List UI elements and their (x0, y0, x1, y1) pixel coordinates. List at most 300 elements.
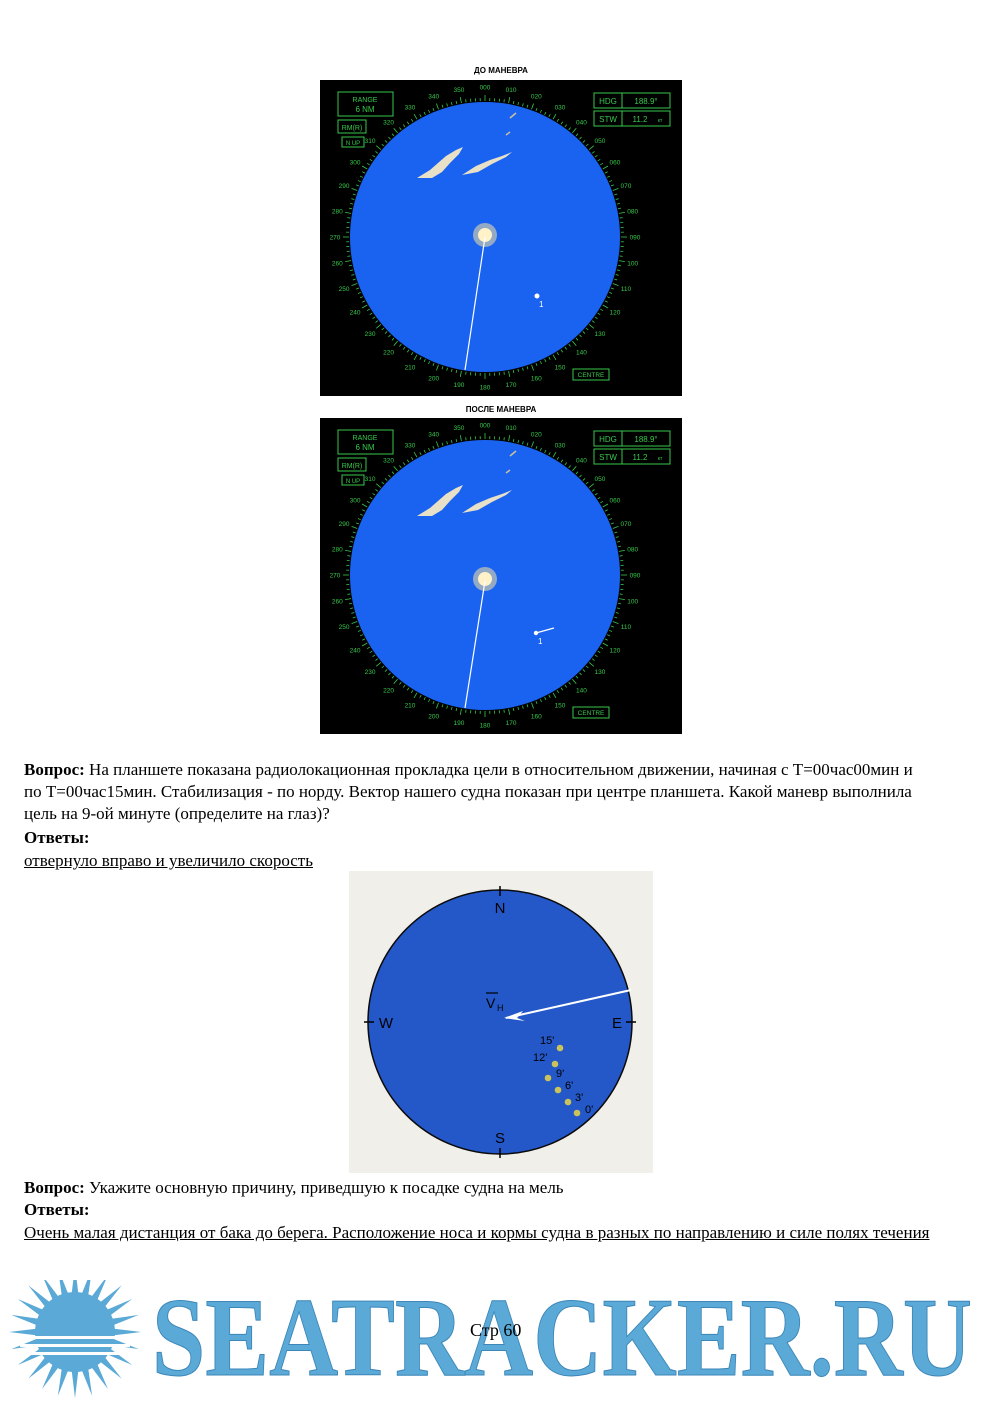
bearing-tick (375, 321, 377, 323)
bearing-tick (385, 331, 387, 333)
bearing-label: 220 (383, 687, 394, 694)
answers-label: Ответы: (24, 827, 90, 849)
bearing-tick (618, 208, 621, 209)
bearing-tick (605, 301, 608, 302)
bearing-tick (451, 440, 452, 443)
centre-button[interactable]: CENTRE (578, 710, 605, 717)
bearing-tick (532, 442, 534, 448)
bearing-tick (373, 493, 375, 495)
bearing-tick (607, 514, 610, 515)
bearing-tick (392, 676, 394, 678)
bearing-tick (373, 155, 375, 157)
bearing-tick (394, 128, 398, 133)
bearing-tick (420, 695, 421, 698)
bearing-label: 240 (350, 310, 361, 317)
bearing-tick (350, 541, 353, 542)
bearing-tick (353, 532, 356, 533)
bearing-tick (349, 265, 352, 266)
bearing-label: 040 (576, 458, 587, 465)
bearing-tick (565, 347, 567, 349)
radar-before (320, 80, 682, 396)
bearing-tick (367, 647, 370, 649)
bearing-tick (509, 97, 510, 103)
bearing-tick (403, 125, 405, 127)
bearing-tick (411, 119, 413, 122)
bearing-label: 120 (609, 648, 620, 655)
bearing-tick (509, 435, 510, 441)
bearing-tick (373, 317, 375, 319)
bearing-tick (536, 108, 537, 111)
bearing-label: 350 (454, 425, 465, 432)
bearing-tick (595, 655, 597, 657)
bearing-tick (600, 647, 603, 649)
bearing-tick (424, 359, 425, 362)
bearing-tick (619, 599, 625, 600)
bearing-tick (442, 105, 443, 108)
bearing-tick (349, 546, 352, 547)
time-label: 15' (540, 1035, 554, 1047)
time-label: 3' (575, 1092, 583, 1104)
bearing-tick (605, 510, 608, 511)
plot-point (552, 1061, 559, 1068)
bearing-tick (618, 265, 621, 266)
bearing-tick (460, 97, 461, 103)
bearing-label: 190 (454, 382, 465, 389)
bearing-tick (613, 284, 619, 286)
bearing-tick (569, 344, 571, 346)
target-echo[interactable] (534, 631, 538, 635)
bearing-label: 090 (630, 573, 641, 580)
bearing-tick (576, 676, 578, 678)
bearing-tick (385, 478, 387, 480)
bearing-tick (411, 457, 413, 460)
bearing-tick (394, 466, 398, 471)
vector-label: V (486, 995, 496, 1011)
bearing-tick (375, 489, 377, 491)
plot-point (555, 1087, 562, 1094)
bearing-tick (617, 270, 620, 271)
bearing-tick (382, 144, 384, 146)
bearing-tick (595, 317, 597, 319)
bearing-tick (433, 446, 434, 449)
bearing-tick (565, 125, 567, 127)
bearing-tick (565, 463, 567, 465)
bearing-label: 330 (405, 443, 416, 450)
bearing-tick (436, 703, 438, 709)
range-value[interactable]: 6 NM (355, 443, 374, 452)
bearing-tick (513, 439, 514, 442)
bearing-label: 140 (576, 349, 587, 356)
orientation-mode[interactable]: N UP (346, 141, 360, 147)
bearing-tick (442, 366, 443, 369)
bearing-tick (362, 172, 365, 173)
bearing-tick (360, 297, 363, 298)
bearing-label: 280 (332, 208, 343, 215)
plot-point (565, 1099, 572, 1106)
bearing-label: 290 (339, 183, 350, 190)
bearing-tick (376, 662, 381, 666)
target-echo[interactable] (535, 294, 540, 299)
bearing-tick (609, 630, 612, 631)
bearing-tick (388, 673, 390, 675)
bearing-tick (375, 659, 377, 661)
bearing-label: 080 (627, 208, 638, 215)
bearing-tick (616, 274, 619, 275)
bearing-tick (522, 706, 523, 709)
bearing-tick (350, 270, 353, 271)
bearing-tick (549, 695, 550, 698)
bearing-tick (553, 693, 556, 698)
bearing-tick (388, 335, 390, 337)
bearing-label: 310 (365, 476, 376, 483)
bearing-tick (561, 688, 563, 690)
question-2 (24, 1177, 964, 1199)
hdg-value: 188.9° (634, 435, 657, 444)
bearing-tick (619, 261, 625, 262)
bearing-tick (362, 305, 367, 308)
bearing-label: 210 (405, 702, 416, 709)
bearing-label: 040 (576, 120, 587, 127)
bearing-tick (349, 603, 352, 604)
range-value[interactable]: 6 NM (355, 105, 374, 114)
bearing-tick (540, 361, 541, 364)
stw-unit: кт (658, 118, 663, 124)
bearing-tick (460, 435, 461, 441)
bearing-tick (352, 526, 358, 528)
bearing-tick (392, 472, 394, 474)
bearing-label: 130 (594, 331, 605, 338)
bearing-tick (356, 185, 359, 186)
bearing-tick (618, 546, 621, 547)
bearing-tick (522, 103, 523, 106)
orientation-mode[interactable]: N UP (346, 479, 360, 485)
bearing-tick (428, 110, 429, 113)
bearing-label: 020 (531, 94, 542, 101)
bearing-tick (607, 635, 610, 636)
bearing-tick (351, 537, 354, 538)
bearing-tick (572, 341, 576, 346)
bearing-tick (451, 102, 452, 105)
bearing-tick (399, 682, 401, 684)
stw-value: 11.2 (633, 453, 649, 462)
time-label: 0' (585, 1104, 593, 1116)
bearing-tick (611, 288, 614, 289)
bearing-tick (549, 357, 550, 360)
bearing-tick (561, 350, 563, 352)
bearing-tick (411, 690, 413, 693)
bearing-tick (576, 338, 578, 340)
bearing-tick (595, 155, 597, 157)
plot-point (574, 1110, 581, 1117)
bearing-tick (600, 163, 603, 165)
bearing-tick (589, 146, 594, 150)
question-label: Вопрос: (24, 760, 85, 779)
bearing-label: 330 (405, 105, 416, 112)
bearing-label: 150 (555, 702, 566, 709)
bearing-tick (356, 626, 359, 627)
bearing-tick (414, 114, 417, 119)
bearing-tick (456, 708, 457, 711)
bearing-label: 270 (330, 235, 341, 242)
bearing-tick (447, 103, 448, 106)
bearing-tick (572, 128, 576, 133)
bearing-tick (598, 313, 600, 315)
bearing-tick (407, 350, 409, 352)
bearing-tick (614, 279, 617, 280)
bearing-tick (370, 159, 372, 161)
bearing-tick (362, 510, 365, 511)
bearing-tick (592, 151, 594, 153)
bearing-label: 110 (621, 286, 632, 293)
bearing-tick (382, 666, 384, 668)
bearing-tick (433, 108, 434, 111)
bearing-tick (351, 274, 354, 275)
bearing-tick (394, 341, 398, 346)
bearing-label: 200 (428, 713, 439, 720)
bearing-tick (611, 523, 614, 524)
bearing-tick (569, 465, 571, 467)
bearing-tick (579, 673, 581, 675)
hdg-value: 188.9° (634, 97, 657, 106)
bearing-label: 170 (506, 382, 517, 389)
bearing-tick (614, 194, 617, 195)
bearing-tick (603, 305, 608, 308)
bearing-label: 180 (480, 385, 491, 392)
bearing-tick (527, 366, 528, 369)
bearing-tick (436, 104, 438, 110)
bearing-tick (375, 151, 377, 153)
bearing-tick (518, 440, 519, 443)
bearing-tick (385, 669, 387, 671)
bearing-tick (616, 537, 619, 538)
bearing-tick (414, 693, 417, 698)
bearing-tick (603, 643, 608, 646)
bearing-tick (583, 669, 585, 671)
stw-value: 11.2 (633, 115, 649, 124)
bearing-tick (532, 104, 534, 110)
bearing-label: 050 (594, 476, 605, 483)
bearing-tick (407, 122, 409, 124)
bearing-tick (617, 203, 620, 204)
bearing-tick (424, 112, 425, 115)
bearing-tick (350, 203, 353, 204)
bearing-tick (360, 514, 363, 515)
bearing-tick (586, 482, 588, 484)
bearing-tick (358, 292, 361, 293)
bearing-tick (589, 662, 594, 666)
centre-button[interactable]: CENTRE (578, 372, 605, 379)
bearing-tick (403, 347, 405, 349)
bearing-tick (411, 352, 413, 355)
stw-unit: кт (658, 456, 663, 462)
bearing-tick (569, 682, 571, 684)
bearing-tick (420, 357, 421, 360)
range-label: RANGE (353, 435, 378, 442)
bearing-tick (536, 446, 537, 449)
bearing-label: 340 (428, 432, 439, 439)
bearing-tick (583, 331, 585, 333)
bearing-tick (605, 639, 608, 640)
bearing-tick (586, 666, 588, 668)
bearing-label: 150 (555, 364, 566, 371)
bearing-tick (420, 114, 421, 117)
bearing-tick (403, 685, 405, 687)
motion-mode[interactable]: RM(R) (342, 463, 363, 470)
bearing-label: 160 (531, 375, 542, 382)
south-label: S (495, 1130, 505, 1147)
bearing-tick (447, 368, 448, 371)
bearing-tick (545, 450, 546, 453)
bearing-tick (592, 321, 594, 323)
bearing-tick (392, 134, 394, 136)
bearing-tick (614, 532, 617, 533)
bearing-tick (607, 176, 610, 177)
bearing-label: 210 (405, 364, 416, 371)
bearing-tick (373, 655, 375, 657)
bearing-tick (345, 599, 351, 600)
bearing-label: 230 (365, 669, 376, 676)
bearing-tick (385, 140, 387, 142)
bearing-label: 010 (506, 425, 517, 432)
question-text: На планшете показана радиолокационная прокладка цели в относительном движении, начиная с Т=00час00мин и по Т=00час15мин. Стабилизация - по норду. Вектор нашего судна показан при центре планшета. Какой маневр выполнила цель на 9-ой минуте (определите на глаз)? (24, 760, 913, 823)
bearing-tick (603, 504, 608, 507)
bearing-tick (536, 363, 537, 366)
bearing-label: 180 (480, 723, 491, 730)
bearing-tick (617, 608, 620, 609)
bearing-tick (603, 166, 608, 169)
bearing-tick (420, 452, 421, 455)
bearing-tick (456, 439, 457, 442)
bearing-tick (428, 699, 429, 702)
bearing-tick (561, 122, 563, 124)
bearing-label: 250 (339, 286, 350, 293)
bearing-tick (407, 688, 409, 690)
hdg-label: HDG (599, 435, 617, 444)
bearing-tick (613, 188, 619, 190)
bearing-tick (362, 504, 367, 507)
bearing-tick (367, 309, 370, 311)
bearing-tick (352, 622, 358, 624)
bearing-tick (442, 704, 443, 707)
bearing-tick (345, 212, 351, 213)
bearing-tick (616, 199, 619, 200)
bearing-tick (428, 448, 429, 451)
bearing-tick (358, 518, 361, 519)
bearing-tick (532, 703, 534, 709)
bearing-tick (376, 146, 381, 150)
stw-label: STW (599, 115, 617, 124)
bearing-tick (579, 137, 581, 139)
hdg-label: HDG (599, 97, 617, 106)
bearing-tick (345, 550, 351, 551)
stw-label: STW (599, 453, 617, 462)
bearing-tick (513, 370, 514, 373)
bearing-tick (565, 685, 567, 687)
radar-before-caption: ДО МАНЕВРА (320, 66, 682, 75)
bearing-tick (619, 550, 625, 551)
bearing-label: 170 (506, 720, 517, 727)
bearing-tick (351, 612, 354, 613)
bearing-tick (382, 328, 384, 330)
bearing-tick (433, 701, 434, 704)
sun-logo-icon (9, 1280, 141, 1398)
bearing-label: 220 (383, 349, 394, 356)
bearing-label: 350 (454, 87, 465, 94)
bearing-tick (522, 441, 523, 444)
bearing-tick (592, 659, 594, 661)
bearing-label: 060 (609, 498, 620, 505)
bearing-tick (414, 355, 417, 360)
time-label: 6' (565, 1080, 573, 1092)
answer-1: отвернуло вправо и увеличило скорость (24, 850, 313, 872)
bearing-tick (451, 369, 452, 372)
bearing-tick (392, 338, 394, 340)
bearing-tick (353, 194, 356, 195)
bearing-tick (527, 704, 528, 707)
bearing-label: 070 (621, 183, 632, 190)
bearing-label: 020 (531, 432, 542, 439)
bearing-tick (583, 140, 585, 142)
bearing-tick (518, 102, 519, 105)
bearing-tick (436, 365, 438, 371)
bearing-tick (518, 369, 519, 372)
bearing-tick (595, 493, 597, 495)
bearing-label: 080 (627, 546, 638, 553)
bearing-tick (436, 442, 438, 448)
bearing-tick (522, 368, 523, 371)
bearing-label: 030 (555, 105, 566, 112)
bearing-tick (442, 443, 443, 446)
bearing-tick (540, 110, 541, 113)
target-label: 1 (539, 300, 544, 309)
plot-point (545, 1075, 552, 1082)
bearing-tick (370, 313, 372, 315)
radar-after (320, 418, 682, 734)
bearing-tick (586, 144, 588, 146)
bearing-tick (352, 188, 358, 190)
bearing-tick (609, 292, 612, 293)
bearing-tick (407, 460, 409, 462)
bearing-tick (589, 324, 594, 328)
bearing-tick (424, 697, 425, 700)
radar-after-caption: ПОСЛЕ МАНЕВРА (320, 405, 682, 414)
answer-2: Очень малая дистанция от бака до берега. Расположение носа и кормы судна в разных по направлению и силе полях течения (24, 1222, 974, 1244)
north-label: N (495, 900, 506, 917)
time-label: 9' (556, 1068, 564, 1080)
bearing-tick (388, 137, 390, 139)
bearing-label: 300 (350, 160, 361, 167)
relative-motion-plot (349, 871, 653, 1173)
bearing-tick (428, 361, 429, 364)
bearing-label: 240 (350, 648, 361, 655)
bearing-tick (382, 482, 384, 484)
bearing-tick (618, 603, 621, 604)
bearing-tick (609, 518, 612, 519)
bearing-label: 200 (428, 375, 439, 382)
bearing-tick (433, 363, 434, 366)
bearing-tick (362, 301, 365, 302)
bearing-label: 010 (506, 87, 517, 94)
bearing-tick (394, 679, 398, 684)
motion-mode[interactable]: RM(R) (342, 125, 363, 132)
bearing-tick (367, 501, 370, 503)
bearing-tick (399, 344, 401, 346)
bearing-tick (607, 297, 610, 298)
bearing-label: 260 (332, 261, 343, 268)
bearing-label: 190 (454, 720, 465, 727)
bearing-tick (600, 309, 603, 311)
bearing-tick (353, 617, 356, 618)
